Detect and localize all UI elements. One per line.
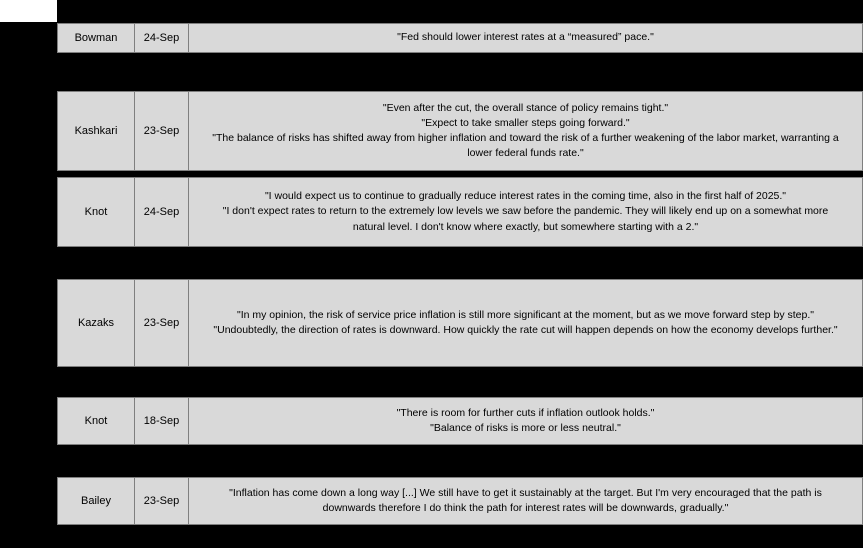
quote-line: "Fed should lower interest rates at a “measured” pace." (397, 31, 654, 44)
quote-line: "Even after the cut, the overall stance of policy remains tight." (382, 101, 669, 114)
date-cell: 24-Sep (135, 178, 189, 246)
table-row (57, 23, 863, 53)
quote-line: natural level. I don't know where exactly, but somewhere starting with a 2." (352, 220, 699, 233)
quote-line: "The balance of risks has shifted away from higher inflation and toward the risk of a further weakening of the labor market, warranting a (212, 132, 839, 144)
quote-cell (189, 92, 862, 170)
quote-line: "In my opinion, the risk of service price inflation is still more significant at the moment, but as we move forward step by step." (236, 308, 815, 321)
quote-line: downwards therefore I do think the path for interest rates will be downwards, gradually." (322, 502, 729, 514)
date-cell: 24-Sep (135, 24, 189, 52)
quote-line: lower federal funds rate." (467, 147, 584, 160)
date-cell: 23-Sep (135, 92, 189, 170)
date-cell: 18-Sep (135, 398, 189, 444)
speaker-cell: Kashkari (58, 92, 135, 170)
quote-cell (189, 24, 862, 52)
quote-line: "Balance of risks is more or less neutral." (430, 422, 621, 434)
quote-text (223, 189, 829, 235)
table-row (57, 177, 863, 247)
speaker-cell: Bowman (58, 24, 135, 52)
quote-line: "I don't expect rates to return to the extremely low levels we saw before the pandemic. They will likely end up on a somewhat more (222, 205, 829, 218)
table-row (57, 91, 863, 171)
quote-line: "Undoubtedly, the direction of rates is downward. How quickly the rate cut will happen depends on how the economy develops further." (213, 324, 838, 336)
table-row (57, 397, 863, 445)
quote-text (229, 486, 822, 516)
quote-line: "Inflation has come down a long way [...] We still have to get it sustainably at the target. But I'm very encouraged that the path is (229, 486, 822, 499)
quote-text (212, 101, 838, 162)
table-row (57, 477, 863, 525)
quote-cell (189, 398, 862, 444)
top-left-white-block (0, 0, 57, 22)
quote-cell (189, 280, 862, 366)
table-row (57, 279, 863, 367)
date-cell: 23-Sep (135, 478, 189, 524)
quote-line: "Expect to take smaller steps going forward." (421, 116, 630, 129)
speaker-cell: Kazaks (58, 280, 135, 366)
quote-line: "There is room for further cuts if inflation outlook holds." (396, 406, 655, 419)
speaker-cell: Knot (58, 398, 135, 444)
quote-text (397, 406, 655, 436)
date-cell: 23-Sep (135, 280, 189, 366)
speaker-cell: Knot (58, 178, 135, 246)
quote-cell (189, 178, 862, 246)
speaker-cell: Bailey (58, 478, 135, 524)
quote-line: "I would expect us to continue to gradually reduce interest rates in the coming time, also in the first half of 2025." (264, 190, 787, 203)
quote-cell (189, 478, 862, 524)
quote-text (397, 30, 654, 45)
quote-text (213, 308, 837, 338)
